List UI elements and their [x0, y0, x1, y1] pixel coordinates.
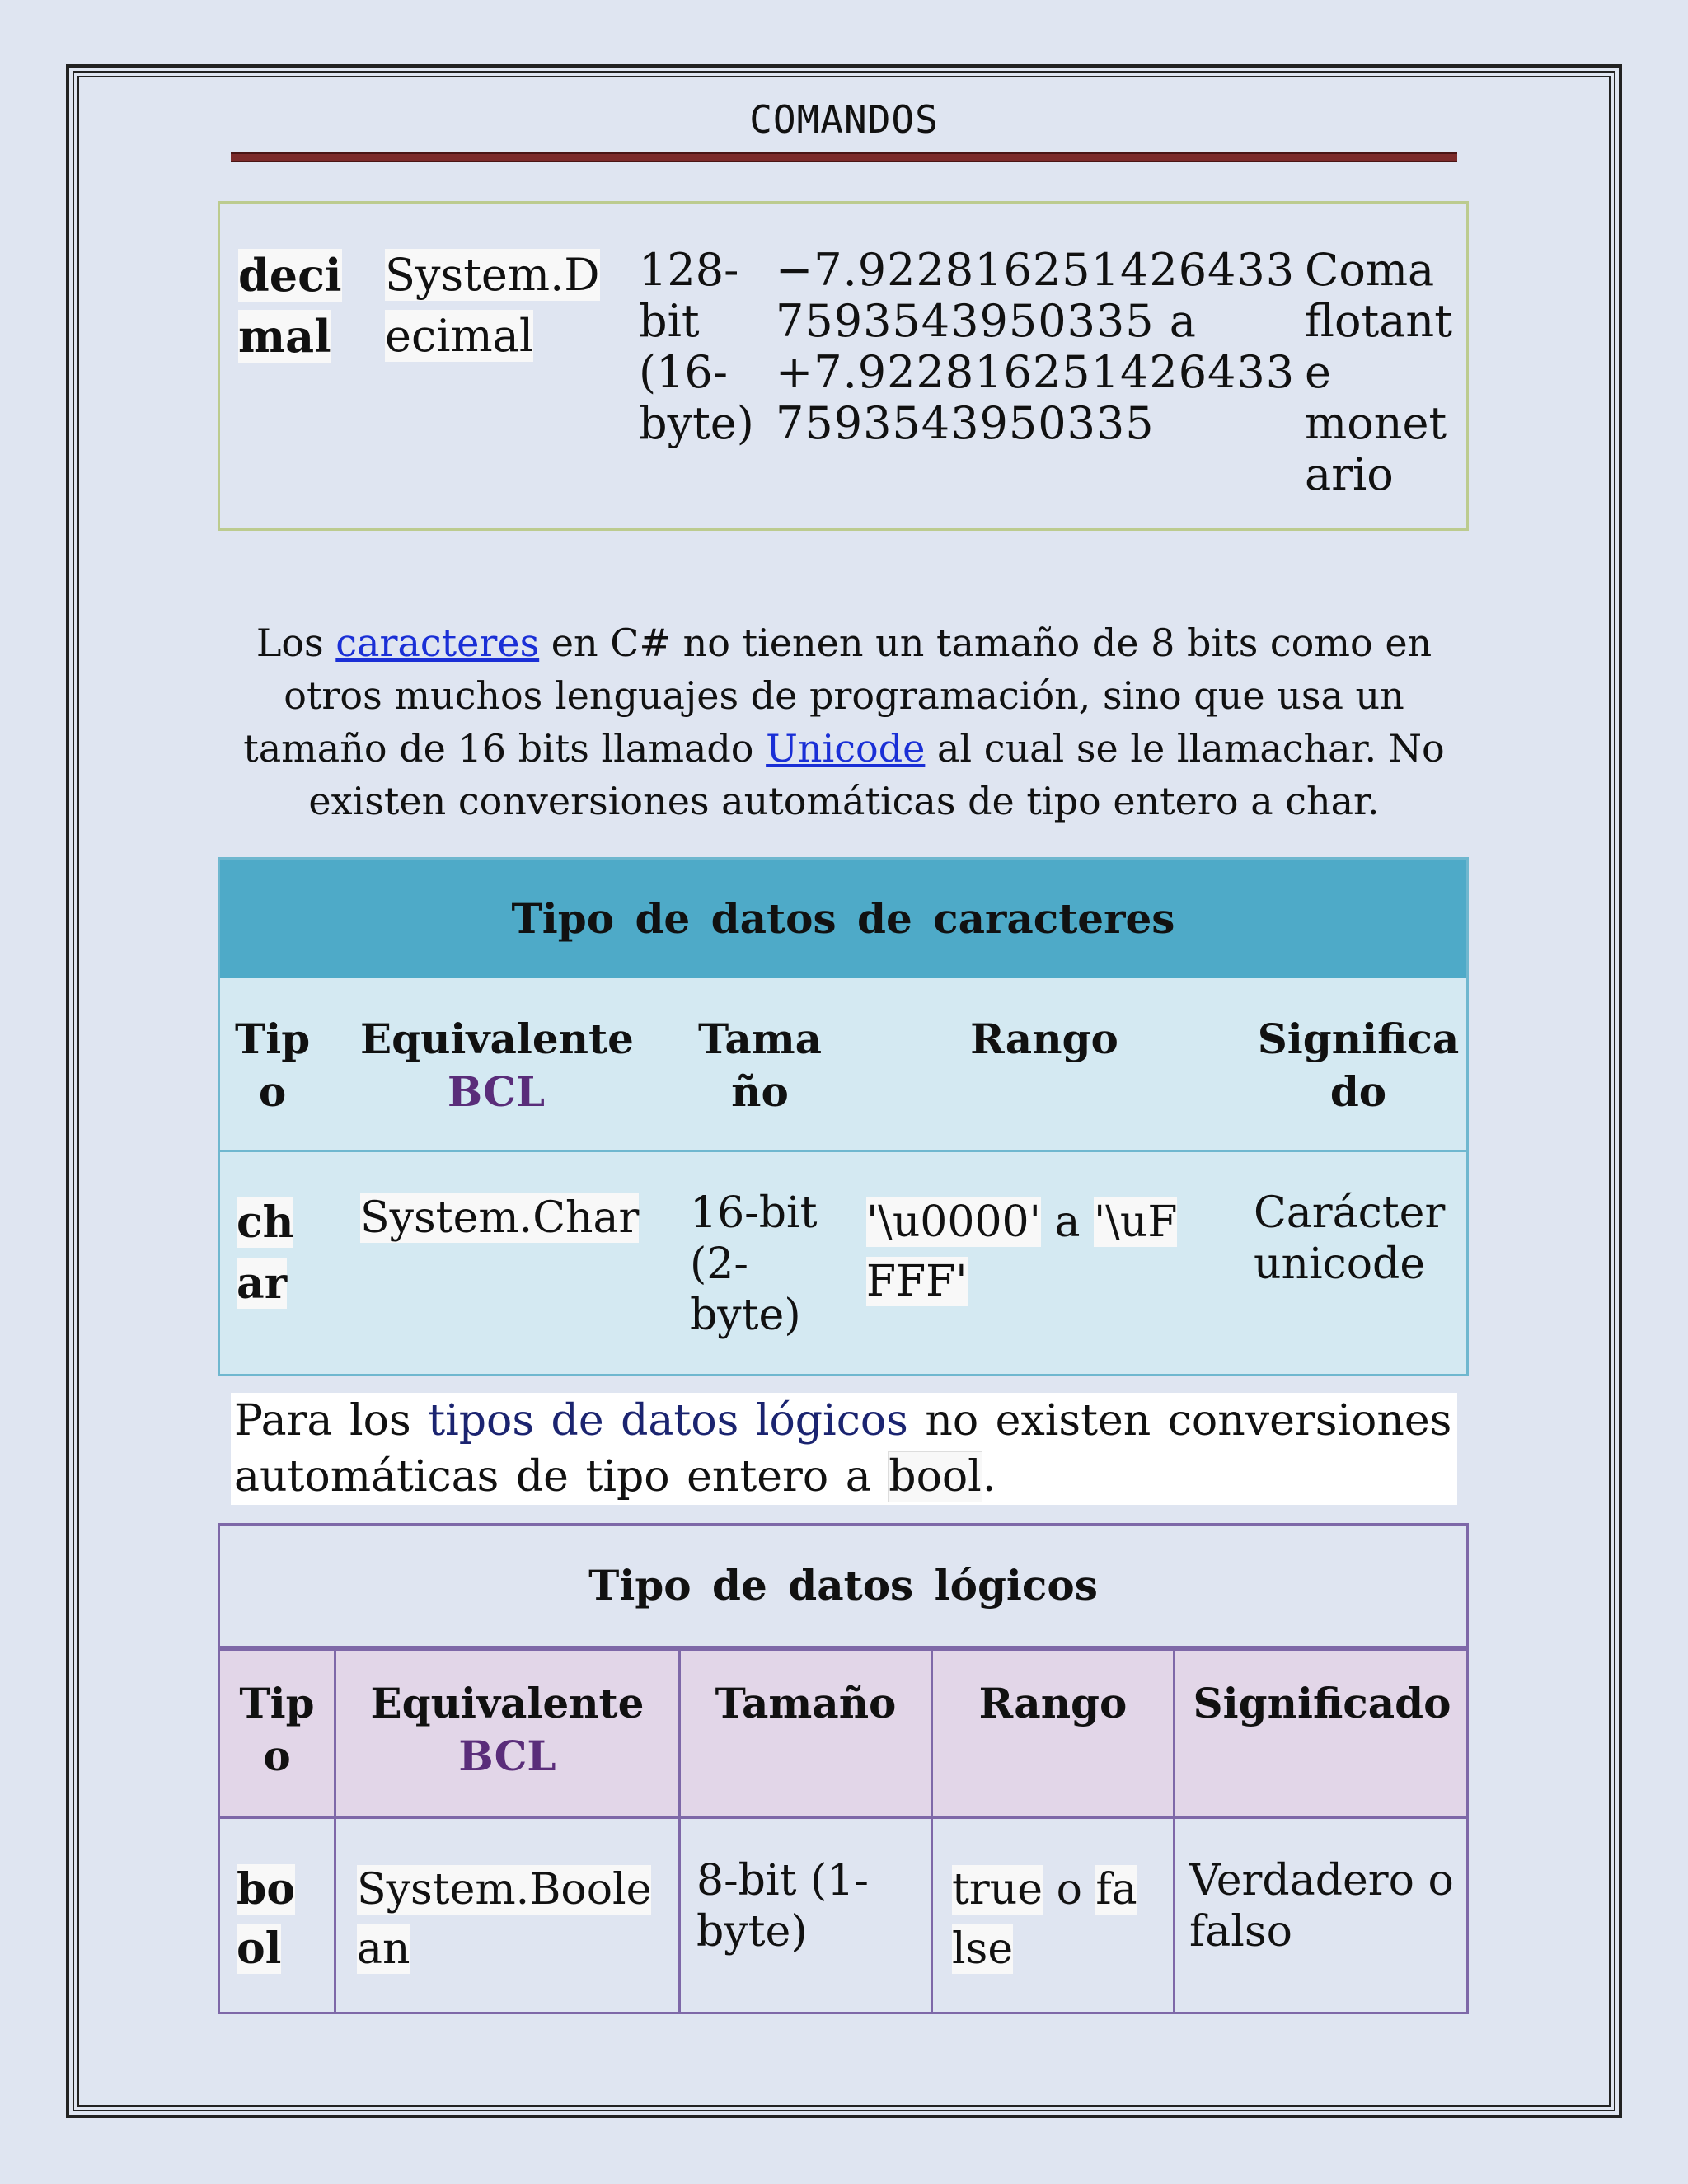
char-header-tamano	[682, 1013, 838, 1118]
decimal-significado-line2: flotant	[1305, 295, 1452, 347]
para1-text2: en C# no tienen un tamaño de 8 bits como en otros muchos lenguajes de programación, sino que usa un tamaño de 16 bits llamado	[243, 621, 1432, 771]
paragraph-logicos	[231, 1393, 1457, 1505]
bool-header-significado: Significado	[1193, 1679, 1451, 1727]
para1-text1: Los	[256, 621, 336, 665]
bool-header-tipo-line1: Tip	[239, 1679, 315, 1727]
decimal-significado-line1: Coma	[1305, 244, 1435, 296]
decimal-equivalente-cell	[385, 245, 600, 367]
bool-header-tipo-line2: o	[263, 1732, 291, 1780]
decimal-tamano-line4: byte)	[639, 397, 754, 449]
decimal-significado-cell	[1305, 245, 1452, 500]
bool-row-rango	[952, 1860, 1137, 1979]
char-header-equivalente-label: Equivalente	[360, 1015, 634, 1063]
decimal-rango-line4: 7593543950335	[776, 397, 1155, 449]
char-header-tamano-line2: ño	[731, 1067, 789, 1116]
char-row-tamano-line1: 16-bit	[690, 1188, 818, 1238]
char-row-significado	[1254, 1188, 1445, 1290]
char-row-tipo	[237, 1193, 293, 1315]
bool-header-tamano: Tamaño	[715, 1679, 897, 1727]
char-row-rango-to-part1: '\uF	[1094, 1197, 1178, 1247]
bool-row-tamano	[696, 1855, 869, 1957]
bool-row-tamano-line1: 8-bit (1-	[696, 1856, 869, 1905]
char-row-significado-line2: unicode	[1254, 1240, 1426, 1289]
page-header-title: COMANDOS	[749, 97, 939, 142]
paragraph-caracteres	[223, 616, 1465, 827]
bool-row-rango-true: true	[952, 1865, 1043, 1915]
bool-types-table	[218, 1523, 1469, 2014]
char-row-tamano-line3: byte)	[690, 1291, 801, 1340]
char-row-tipo-line2: ar	[237, 1258, 288, 1309]
bool-table-title: Tipo de datos lógicos	[588, 1561, 1098, 1610]
char-row-rango-from: '\u0000'	[866, 1197, 1041, 1247]
char-header-equivalente	[360, 1013, 632, 1118]
char-header-separator	[220, 1150, 1466, 1152]
char-header-significado-line1: Significa	[1257, 1015, 1460, 1063]
bool-row-tipo-line1: bo	[237, 1864, 296, 1915]
char-table-title: Tipo de datos de caracteres	[220, 860, 1466, 978]
char-header-tipo-line2: o	[258, 1067, 287, 1116]
bool-row-rango-sep: o	[1056, 1865, 1082, 1915]
char-row-tipo-line1: ch	[237, 1197, 294, 1248]
bool-row-tipo-line2: ol	[237, 1924, 282, 1974]
decimal-significado-line3: e	[1305, 346, 1331, 398]
char-header-significado	[1250, 1013, 1466, 1118]
unicode-link[interactable]: Unicode	[766, 726, 926, 771]
decimal-tamano-cell	[639, 245, 754, 449]
decimal-tipo-line1: deci	[238, 249, 342, 302]
char-header-bcl: BCL	[447, 1067, 546, 1116]
bool-header-bcl: BCL	[458, 1732, 556, 1780]
decimal-rango-cell	[776, 245, 1295, 449]
bool-row-tipo	[237, 1860, 295, 1979]
tipos-logicos-link[interactable]: tipos de datos lógicos	[428, 1396, 908, 1446]
bool-row-significado-line1: Verdadero o	[1189, 1856, 1454, 1905]
decimal-tamano-line1: 128-	[639, 244, 739, 296]
bool-row-equivalente-line2: an	[357, 1924, 410, 1974]
para2-text2: no existen conversiones	[907, 1396, 1452, 1446]
char-header-significado-line2: do	[1329, 1067, 1387, 1116]
bool-header-rango: Rango	[978, 1679, 1128, 1727]
decimal-tipo-line2: mal	[238, 310, 331, 363]
char-row-rango-sep: a	[1054, 1197, 1081, 1247]
bool-row-equivalente	[357, 1860, 651, 1979]
bool-header-tipo	[220, 1677, 334, 1783]
char-header-tamano-line1: Tama	[697, 1015, 823, 1063]
char-row-rango-to-part2: FFF'	[866, 1257, 968, 1306]
char-row-rango	[866, 1193, 1177, 1311]
bool-code: bool	[889, 1452, 982, 1502]
decimal-tamano-line2: bit	[639, 295, 700, 347]
char-row-equivalente-text: System.Char	[360, 1193, 640, 1243]
bool-row-equivalente-line1: System.Boole	[357, 1865, 652, 1915]
para2-text3: automáticas de tipo entero a	[234, 1452, 889, 1502]
bool-header-equivalente-label: Equivalente	[370, 1679, 645, 1727]
decimal-significado-line5: ario	[1305, 448, 1394, 500]
char-header-tipo	[235, 1013, 310, 1118]
decimal-tipo-cell	[238, 245, 342, 367]
decimal-equivalente-line2: ecimal	[385, 310, 534, 362]
bool-header-equivalente	[336, 1677, 678, 1783]
char-header-rango: Rango	[970, 1015, 1118, 1063]
bool-row-rango-false-part1: fa	[1095, 1865, 1137, 1915]
decimal-equivalente-line1: System.D	[385, 249, 600, 301]
caracteres-link[interactable]: caracteres	[335, 621, 540, 665]
char-row-tamano	[690, 1188, 818, 1341]
decimal-rango-line2: 7593543950335 a	[776, 295, 1197, 347]
char-row-equivalente	[360, 1193, 639, 1244]
char-types-table	[218, 857, 1469, 1376]
decimal-significado-line4: monet	[1305, 397, 1447, 449]
bool-row-significado	[1189, 1855, 1454, 1957]
para2-text1: Para los	[234, 1396, 429, 1446]
decimal-rango-line1: −7.922816251426433	[776, 244, 1296, 296]
char-row-significado-line1: Carácter	[1254, 1188, 1446, 1238]
bool-row-rango-false-part2: lse	[952, 1924, 1014, 1974]
bool-row-tamano-line2: byte)	[696, 1907, 808, 1957]
char-header-tipo-line1: Tip	[235, 1015, 311, 1063]
para2-text4: .	[982, 1452, 996, 1502]
decimal-tamano-line3: (16-	[639, 346, 729, 398]
header-rule	[231, 152, 1457, 162]
decimal-rango-line3: +7.922816251426433	[776, 346, 1296, 398]
para1-text3: al cual se le llamachar. No existen conversiones automáticas de tipo entero a char.	[308, 726, 1445, 823]
char-row-tamano-line2: (2-	[690, 1240, 748, 1289]
bool-row-significado-line2: falso	[1189, 1907, 1292, 1957]
decimal-table	[218, 201, 1469, 531]
